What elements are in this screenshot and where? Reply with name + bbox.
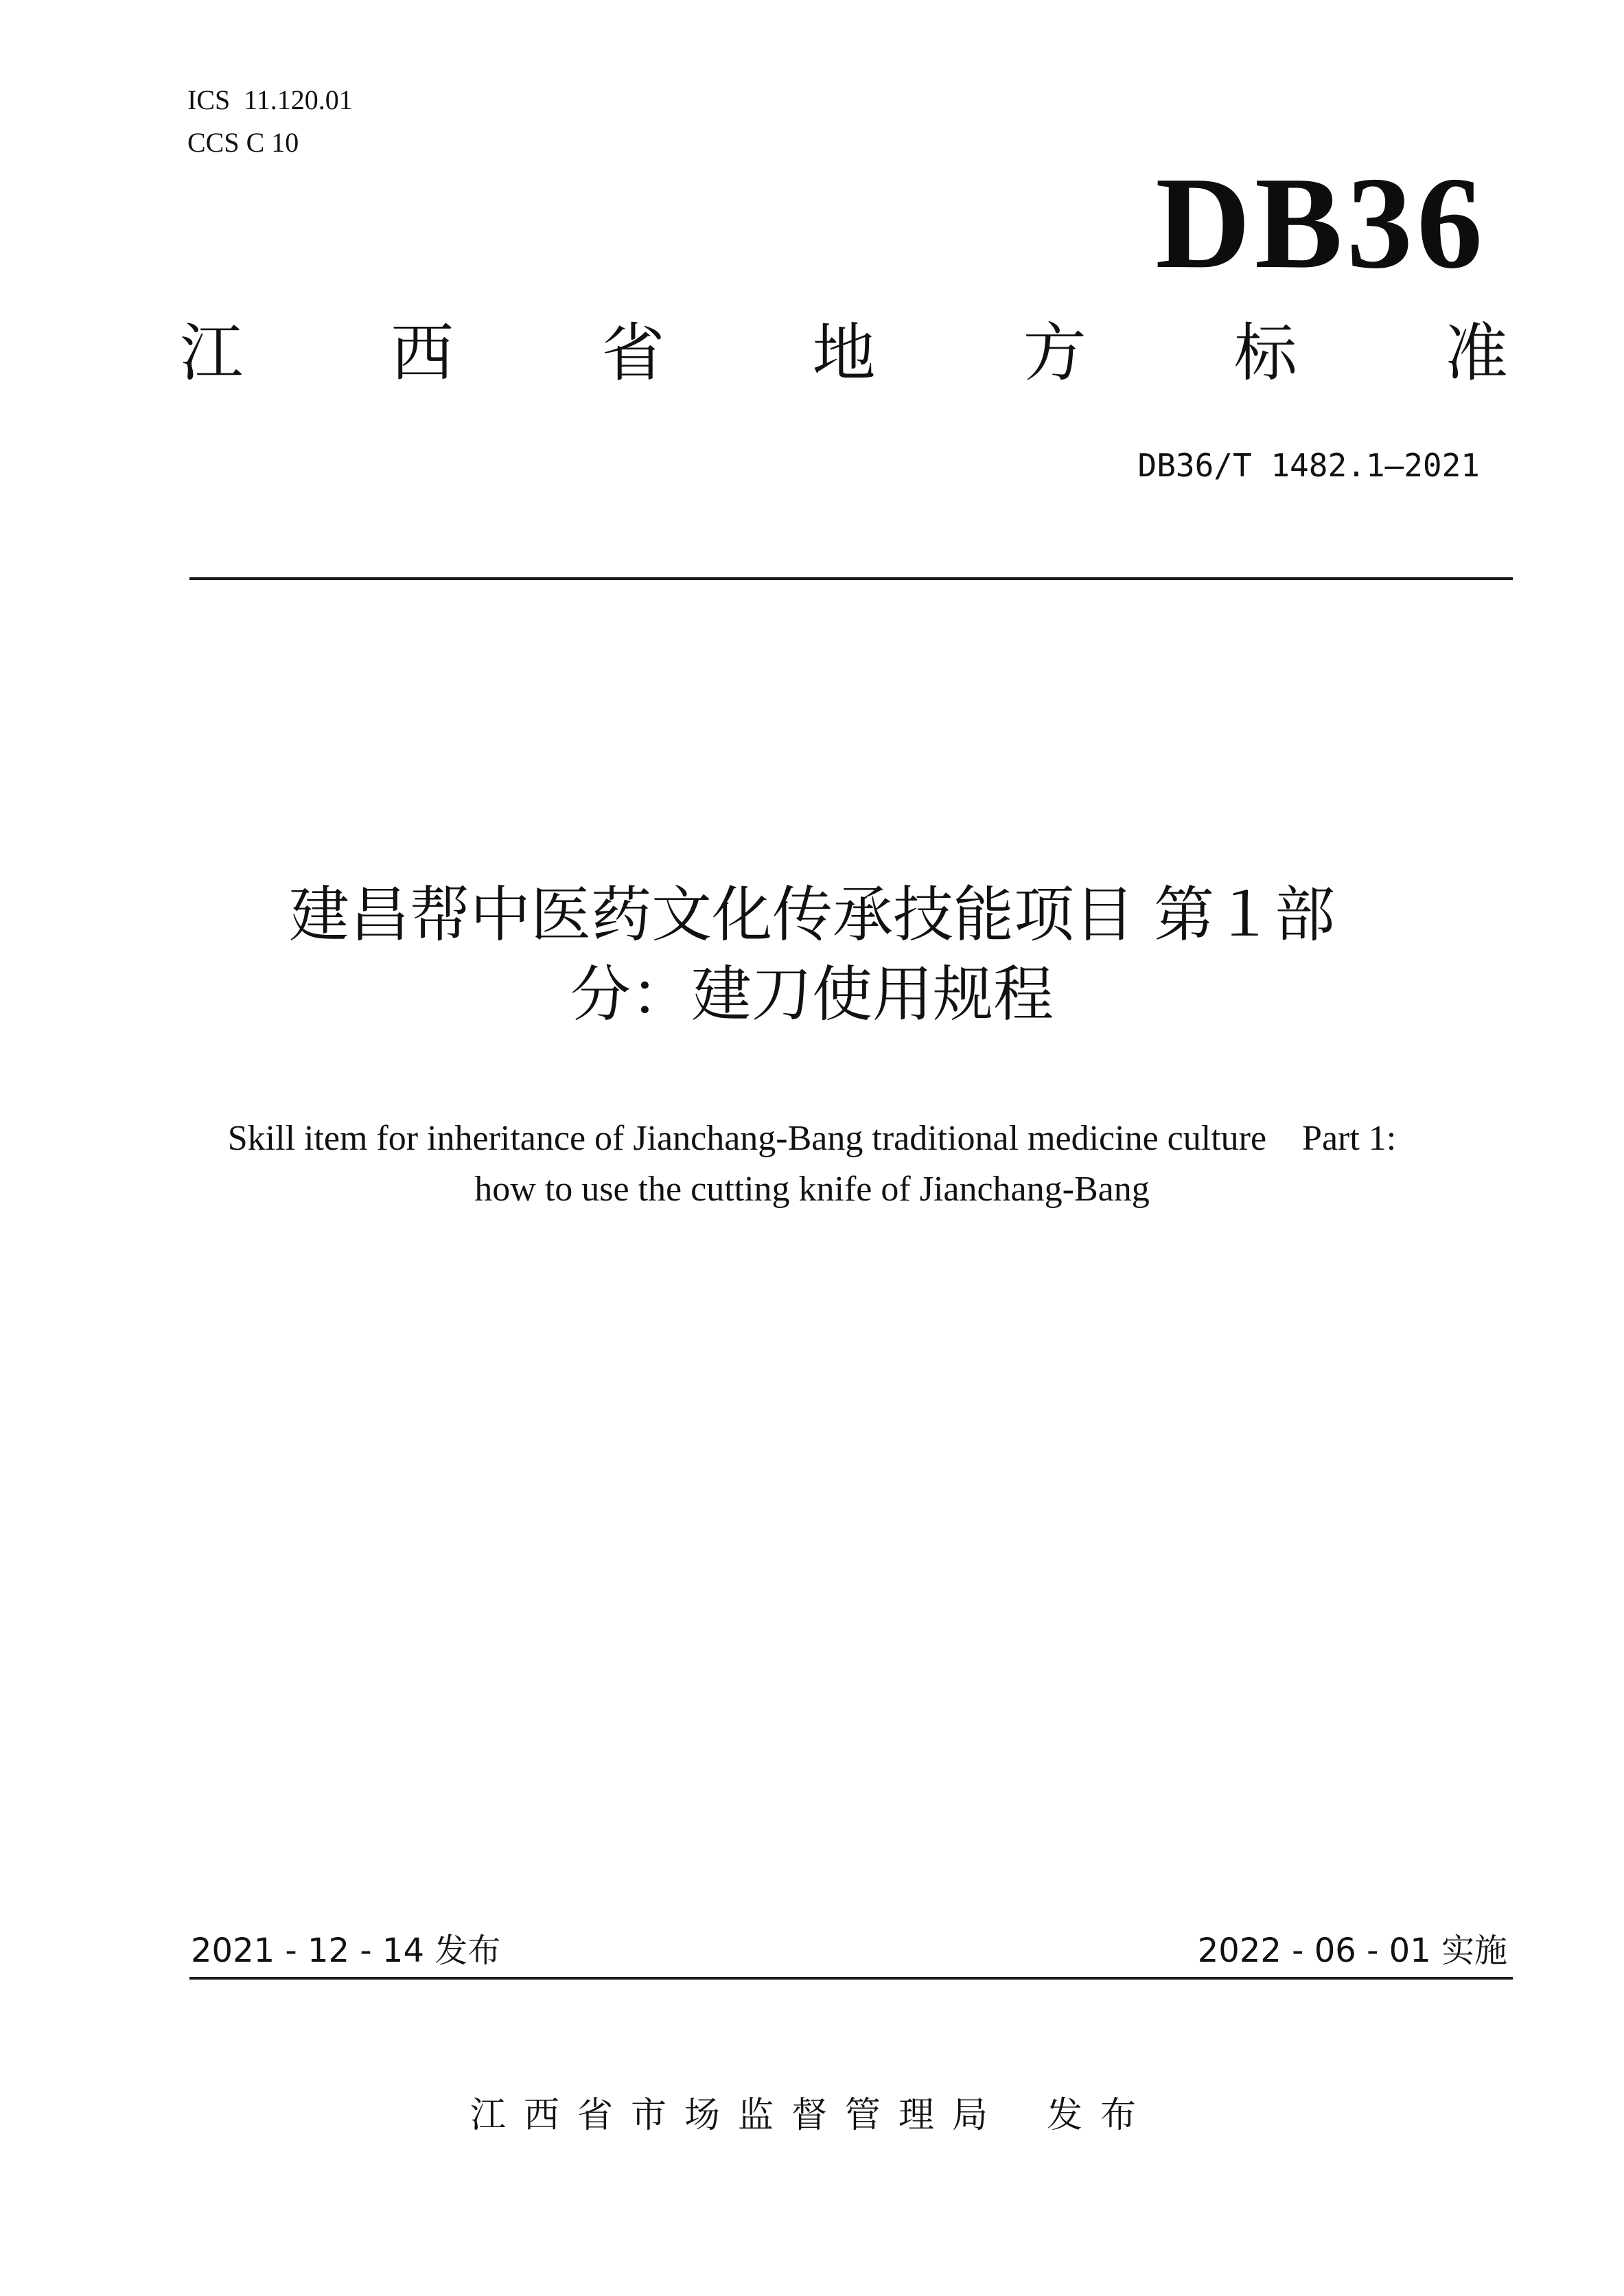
chinese-title [0,875,1624,1034]
issue-date: 2021 - 12 - 14 发布 [191,1932,501,1970]
english-title [0,1113,1624,1215]
standard-type-char: 西 [391,316,454,390]
issuer-action: 发布 [1047,2095,1155,2136]
standard-type-heading [180,316,1508,391]
standard-type-char: 省 [601,316,665,390]
issuer-name: 江西省市场监督管理局 [469,2095,1006,2136]
bottom-divider [189,1977,1513,1980]
standard-type-char: 江 [180,316,244,390]
chinese-title-line-2: 分：建刀使用规程 [570,959,1054,1030]
ccs-code: CCS C 10 [187,127,299,158]
english-title-line-1: Skill item for inheritance of Jianchang-Bang traditional medicine culture Part 1: [227,1119,1397,1158]
standard-type-char: 标 [1233,316,1297,390]
ics-code: ICS 11.120.01 [187,84,353,115]
standard-type-char: 地 [812,316,876,390]
standard-type-char: 方 [1023,316,1087,390]
implementation-date: 2022 - 06 - 01 实施 [1197,1932,1507,1970]
standard-type-char: 准 [1444,316,1508,390]
db36-logo: DB36 [1155,150,1487,296]
top-divider [189,577,1513,580]
chinese-title-line-1: 建昌帮中医药文化传承技能项目 第１部 [289,879,1335,950]
standard-number: DB36/T 1482.1—2021 [1137,447,1480,484]
english-title-line-2: how to use the cutting knife of Jianchang-Bang [474,1170,1150,1209]
issuing-authority [0,2094,1624,2137]
